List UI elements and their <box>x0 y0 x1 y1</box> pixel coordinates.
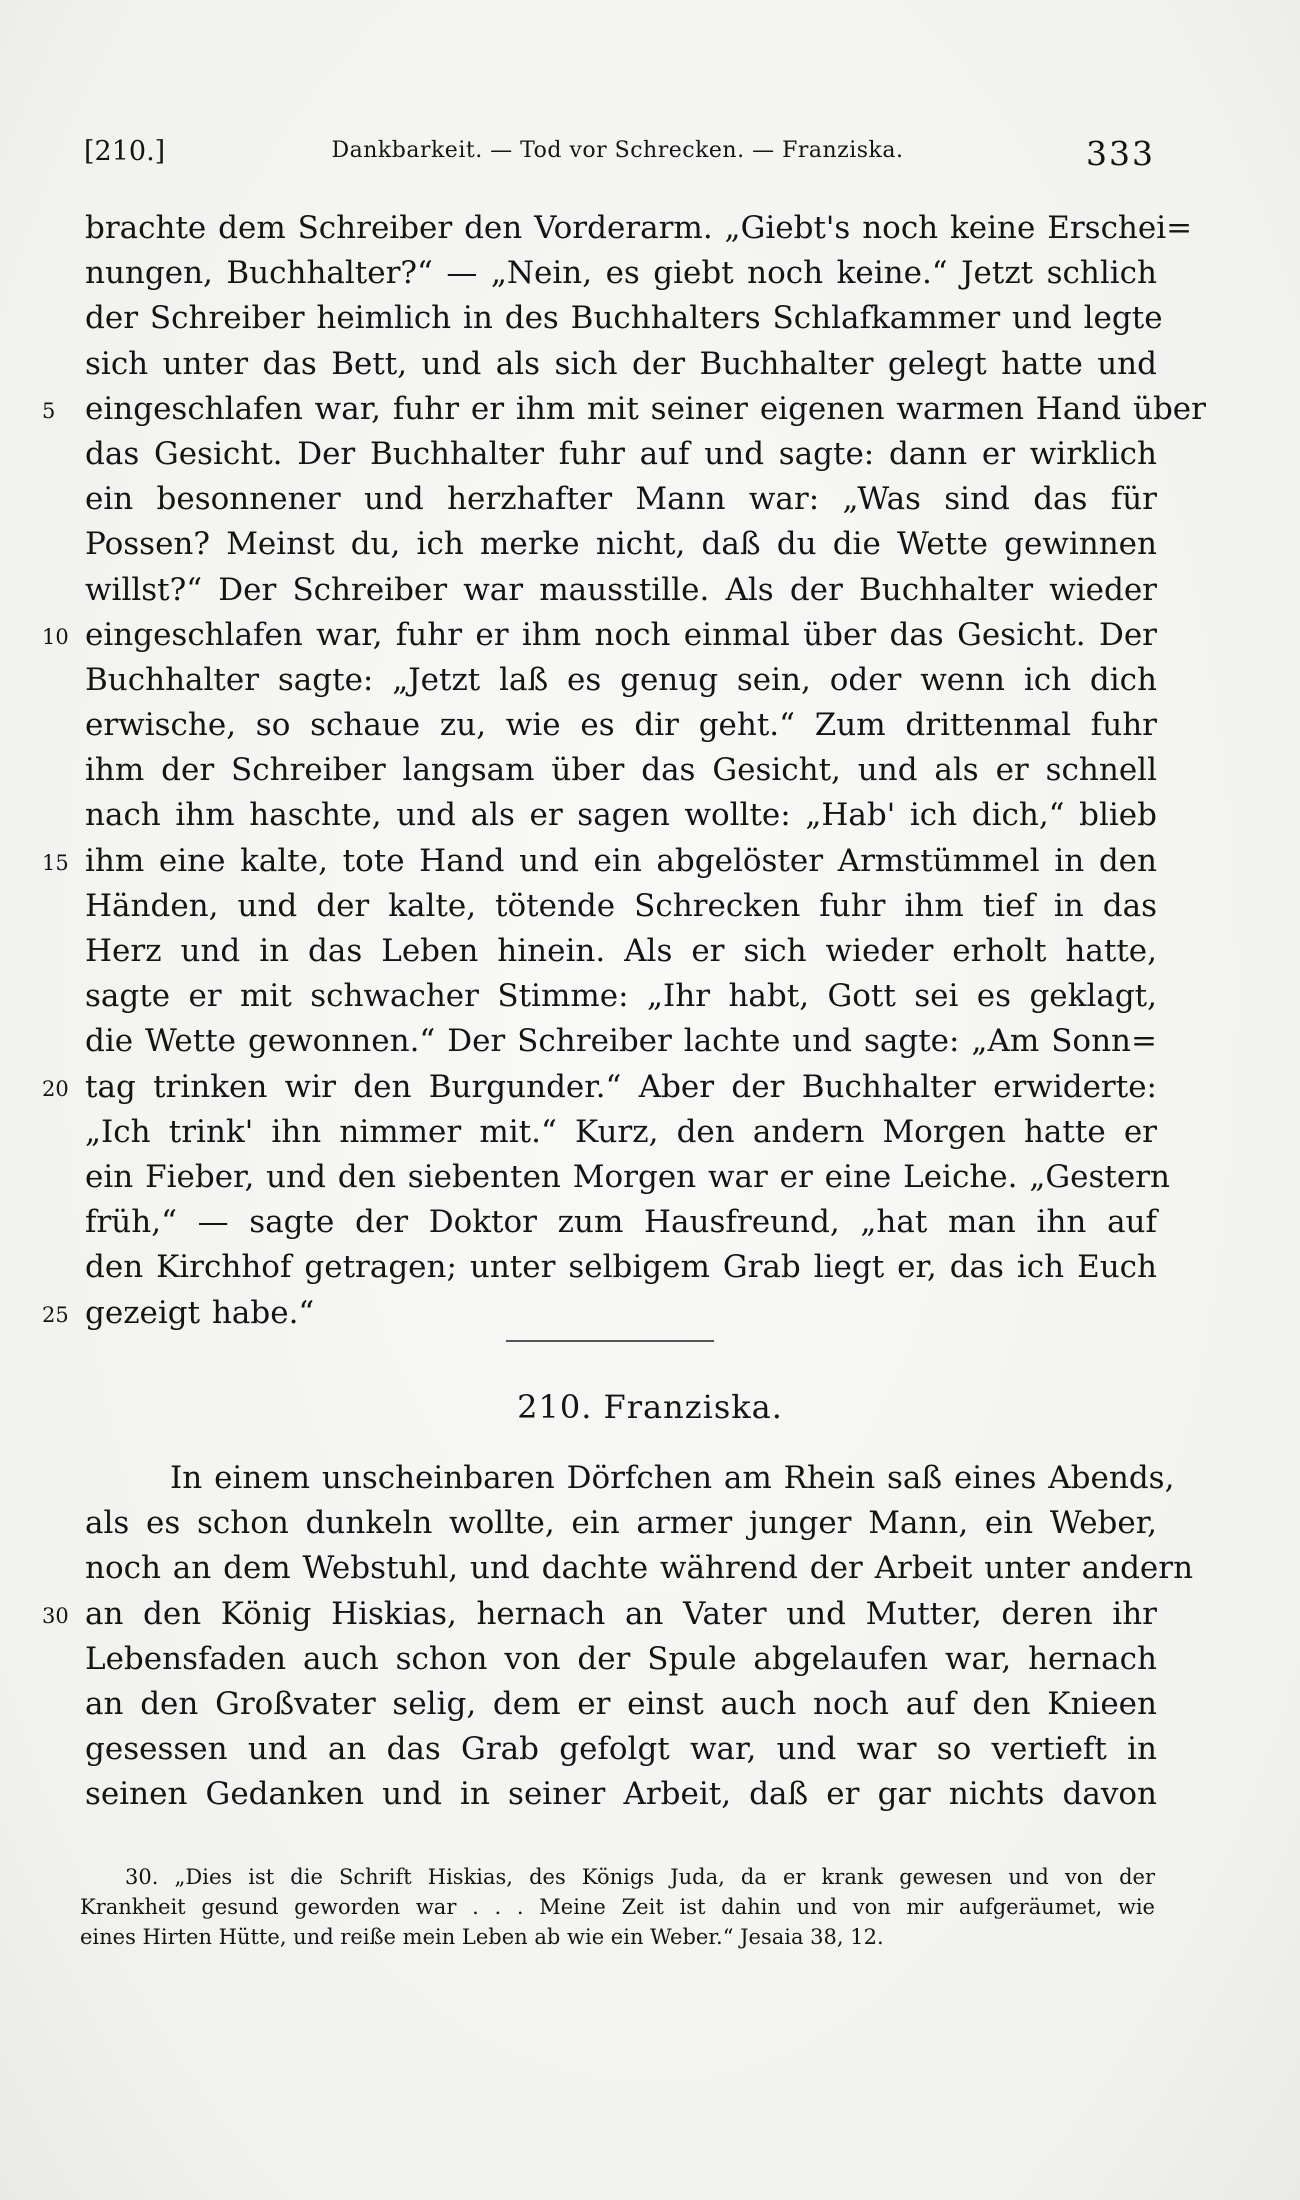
text-line <box>42 613 1157 658</box>
text-line <box>42 1592 1157 1637</box>
text-line <box>85 522 1157 567</box>
section-title: 210. Franziska. <box>517 1388 783 1426</box>
line-text: „Ich trink' ihn nimmer mit.“ Kurz, den andern Morgen hatte er <box>85 1113 1157 1150</box>
text-line <box>85 1245 1157 1290</box>
text-line <box>85 748 1157 793</box>
text-line <box>42 387 1206 432</box>
footnote-line: 30. „Dies ist die Schrift Hiskias, des Königs Juda, da er krank gewesen und von der <box>125 1865 1155 1889</box>
line-text: eingeschlafen war, fuhr er ihm noch einmal über das Gesicht. Der <box>85 616 1157 653</box>
text-line <box>85 1682 1157 1727</box>
text-line <box>85 1772 1157 1817</box>
line-text: eingeschlafen war, fuhr er ihm mit seiner eigenen warmen Hand über <box>85 390 1206 427</box>
footnote-line: Krankheit gesund geworden war . . . Meine Zeit ist dahin und von mir aufgeräumet, wie <box>80 1895 1155 1919</box>
line-text: sagte er mit schwacher Stimme: „Ihr habt, Gott sei es geklagt, <box>85 978 1157 1015</box>
line-number: 30 <box>42 1603 69 1628</box>
line-text: nach ihm haschte, und als er sagen wollte: „Hab' ich dich,“ blieb <box>85 797 1157 834</box>
text-line <box>85 1155 1171 1200</box>
footnote-line: eines Hirten Hütte, und reiße mein Leben ab wie ein Weber.“ Jesaia 38, 12. <box>80 1925 884 1949</box>
text-line <box>85 1546 1194 1591</box>
line-text: seinen Gedanken und in seiner Arbeit, daß er gar nichts davon <box>85 1776 1157 1813</box>
line-text: den Kirchhof getragen; unter selbigem Grab liegt er, das ich Euch <box>85 1249 1157 1286</box>
running-title: Dankbarkeit. — Tod vor Schrecken. — Franziska. <box>331 138 904 163</box>
line-text: an den König Hiskias, hernach an Vater und Mutter, deren ihr <box>85 1595 1157 1632</box>
line-text: brachte dem Schreiber den Vorderarm. „Giebt's noch keine Erschei= <box>85 210 1193 246</box>
line-text: gesessen und an das Grab gefolgt war, und war so vertieft in <box>85 1731 1157 1768</box>
page-number: 333 <box>1086 134 1155 173</box>
line-text: der Schreiber heimlich in des Buchhalters Schlafkammer und legte <box>85 300 1163 337</box>
text-line <box>42 839 1157 884</box>
section-divider <box>506 1340 714 1342</box>
line-text: die Wette gewonnen.“ Der Schreiber lachte und sagte: „Am Sonn= <box>85 1023 1157 1060</box>
running-header <box>80 136 1155 186</box>
line-text: tag trinken wir den Burgunder.“ Aber der Buchhalter erwiderte: <box>85 1068 1157 1105</box>
line-text: ein Fieber, und den siebenten Morgen war er eine Leiche. „Gestern <box>85 1158 1171 1195</box>
line-text: willst?“ Der Schreiber war mausstille. Als der Buchhalter wieder <box>85 571 1157 608</box>
text-line <box>85 1110 1157 1155</box>
line-number: 5 <box>42 398 56 423</box>
line-text: als es schon dunkeln wollte, ein armer junger Mann, ein Weber, <box>85 1505 1157 1542</box>
line-number: 10 <box>42 624 69 649</box>
text-line <box>85 1200 1157 1245</box>
line-text: gezeigt habe.“ <box>85 1294 315 1331</box>
text-line <box>85 1637 1157 1682</box>
line-text: sich unter das Bett, und als sich der Buchhalter gelegt hatte und <box>85 345 1157 382</box>
text-line <box>42 1065 1157 1110</box>
line-text: ihm eine kalte, tote Hand und ein abgelöster Armstümmel in den <box>85 842 1157 879</box>
line-text: das Gesicht. Der Buchhalter fuhr auf und sagte: dann er wirklich <box>85 435 1157 472</box>
text-line <box>85 658 1157 703</box>
text-line <box>85 477 1157 522</box>
text-line <box>85 793 1157 838</box>
text-line <box>85 251 1157 296</box>
line-text: nungen, Buchhalter?“ — „Nein, es giebt noch keine.“ Jetzt schlich <box>85 255 1157 292</box>
text-line <box>85 1727 1157 1772</box>
line-text: erwische, so schaue zu, wie es dir geht.“ Zum drittenmal fuhr <box>85 707 1157 744</box>
text-line <box>85 974 1157 1019</box>
text-line <box>85 1501 1157 1546</box>
text-line <box>85 342 1157 387</box>
section-reference: [210.] <box>84 136 166 167</box>
line-text: Händen, und der kalte, tötende Schrecken fuhr ihm tief in das <box>85 887 1157 924</box>
main-text-block <box>42 206 1206 1336</box>
text-line <box>85 432 1157 477</box>
text-line <box>42 1291 1157 1336</box>
line-number: 15 <box>42 850 69 875</box>
line-text: ein besonnener und herzhafter Mann war: „Was sind das für <box>85 481 1157 518</box>
text-line <box>85 1456 1175 1501</box>
line-text: Herz und in das Leben hinein. Als er sich wieder erholt hatte, <box>85 933 1157 969</box>
section-text-block <box>42 1456 1194 1818</box>
line-text: Buchhalter sagte: „Jetzt laß es genug sein, oder wenn ich dich <box>85 661 1157 698</box>
line-text: früh,“ — sagte der Doktor zum Hausfreund, „hat man ihn auf <box>85 1204 1157 1241</box>
text-line <box>85 296 1163 341</box>
line-number: 20 <box>42 1076 69 1101</box>
text-line <box>85 929 1157 974</box>
line-text: Lebensfaden auch schon von der Spule abgelaufen war, hernach <box>85 1640 1157 1677</box>
text-line <box>85 206 1193 251</box>
footnote <box>80 1862 1155 1952</box>
text-line <box>85 568 1157 613</box>
line-number: 25 <box>42 1302 69 1327</box>
line-text: an den Großvater selig, dem er einst auch noch auf den Knieen <box>85 1685 1157 1722</box>
line-text: noch an dem Webstuhl, und dachte während der Arbeit unter andern <box>85 1550 1194 1587</box>
line-text: In einem unscheinbaren Dörfchen am Rhein saß eines Abends, <box>170 1460 1175 1496</box>
text-line <box>85 884 1157 929</box>
text-line <box>85 1019 1157 1064</box>
line-text: ihm der Schreiber langsam über das Gesicht, und als er schnell <box>85 752 1157 789</box>
line-text: Possen? Meinst du, ich merke nicht, daß du die Wette gewinnen <box>85 526 1157 563</box>
text-line <box>85 703 1157 748</box>
